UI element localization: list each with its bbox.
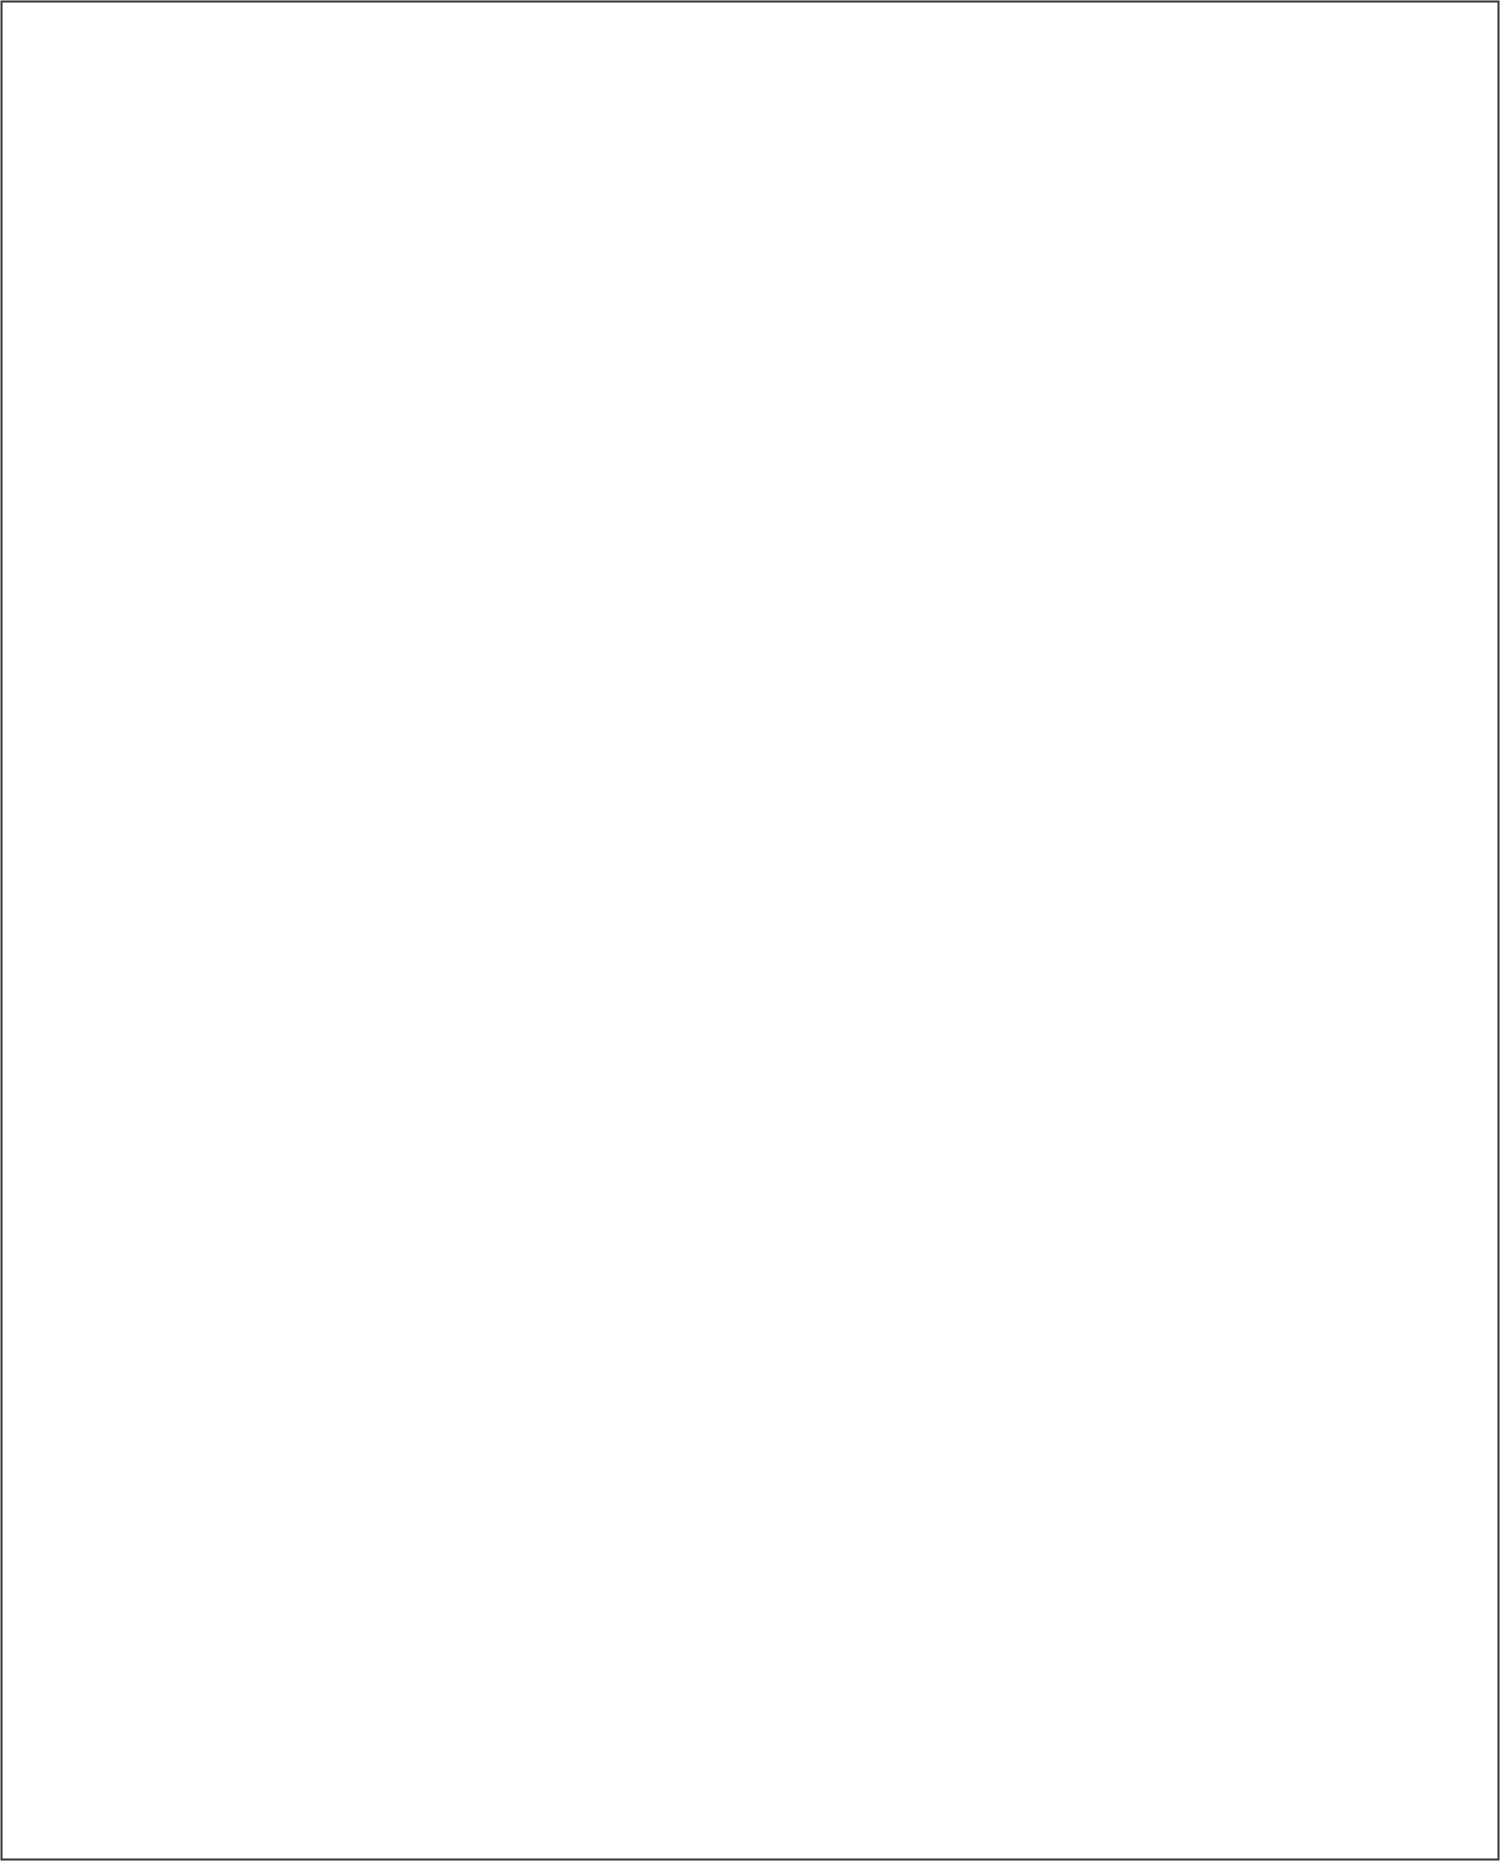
page-border xyxy=(2,2,1499,1860)
